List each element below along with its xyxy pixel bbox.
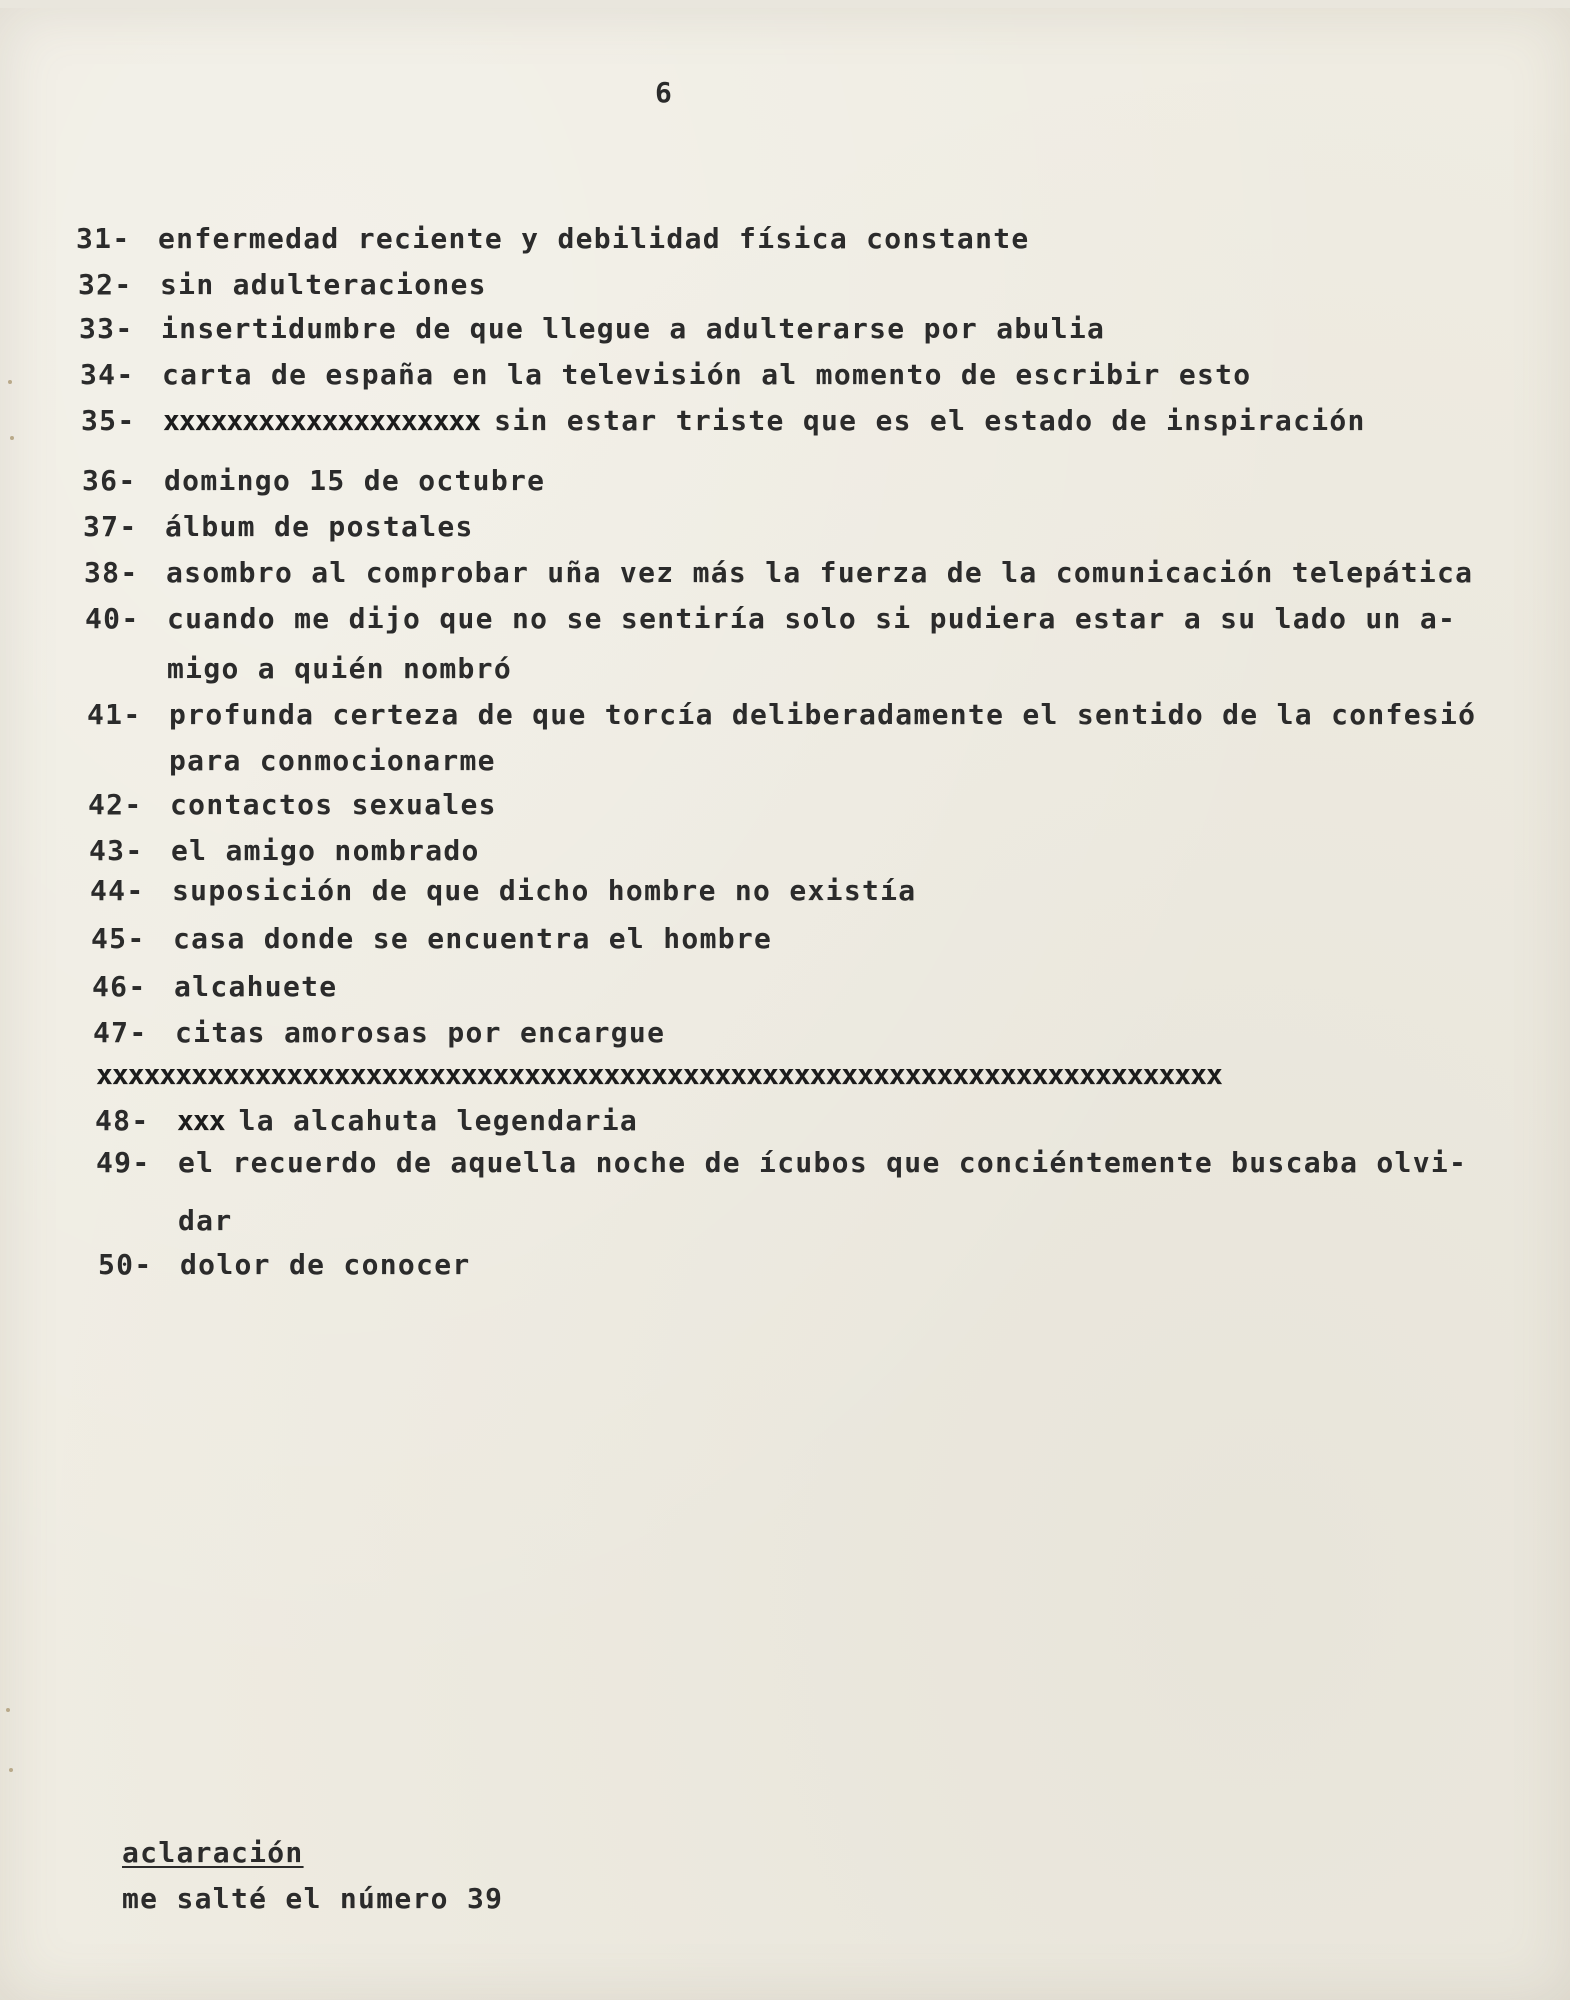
list-item	[95, 1104, 638, 1137]
item-text: contactos sexuales	[170, 788, 497, 821]
item-number: 38-	[84, 556, 139, 589]
list-item	[96, 1146, 1467, 1179]
list-item	[87, 698, 1476, 731]
item-text: profunda certeza de que torcía deliberadamente el sentido de la confesió	[169, 698, 1477, 731]
struck-out-text: xxx	[177, 1104, 225, 1137]
item-number: 49-	[96, 1146, 151, 1179]
item-text: sin estar triste que es el estado de inspiración	[494, 404, 1366, 437]
item-number: 33-	[79, 312, 134, 345]
item-text: el recuerdo de aquella noche de ícubos que conciéntemente buscaba olvi-	[178, 1146, 1468, 1179]
item-text: cuando me dijo que no se sentiría solo si pudiera estar a su lado un a-	[167, 602, 1457, 635]
struck-out-text: xxxxxxxxxxxxxxxxxxxx	[163, 404, 481, 437]
item-number: 44-	[90, 874, 145, 907]
item-number: 50-	[98, 1248, 153, 1281]
item-text: citas amorosas por encargue	[175, 1016, 666, 1049]
list-item	[82, 464, 545, 497]
item-number: 35-	[81, 404, 136, 437]
page-number: 6	[655, 76, 674, 109]
item-number: 40-	[85, 602, 140, 635]
item-text: para conmocionarme	[169, 744, 496, 777]
list-item	[76, 222, 1030, 255]
item-number: 45-	[91, 922, 146, 955]
list-item	[84, 556, 1473, 589]
item-text: la alcahuta legendaria	[238, 1104, 639, 1137]
list-item	[80, 358, 1251, 391]
item-text: dar	[178, 1204, 233, 1237]
paper-stain	[6, 1708, 10, 1712]
list-item	[91, 922, 772, 955]
list-item	[78, 268, 487, 301]
item-number: 42-	[88, 788, 143, 821]
note-heading: aclaración	[122, 1836, 304, 1869]
struck-out-line	[96, 1058, 1236, 1091]
list-item	[88, 788, 497, 821]
item-text: suposición de que dicho hombre no existía	[172, 874, 917, 907]
item-text: álbum de postales	[165, 510, 474, 543]
item-text: enfermedad reciente y debilidad física constante	[158, 222, 1030, 255]
note-text: me salté el número 39	[122, 1882, 504, 1915]
item-number: 37-	[83, 510, 138, 543]
item-number	[85, 652, 167, 685]
list-item	[98, 1248, 471, 1281]
item-number: 41-	[87, 698, 142, 731]
typewritten-page	[0, 8, 1570, 2000]
list-item-continuation	[96, 1204, 232, 1237]
list-item	[79, 312, 1105, 345]
list-item-continuation	[85, 652, 512, 685]
item-number: 31-	[76, 222, 131, 255]
item-text: asombro al comprobar uña vez más la fuerza de la comunicación telepática	[166, 556, 1474, 589]
list-item	[93, 1016, 665, 1049]
paper-stain	[9, 1768, 13, 1772]
item-text: carta de españa en la televisión al momento de escribir esto	[162, 358, 1252, 391]
list-item	[81, 404, 1366, 437]
list-item	[89, 834, 480, 867]
item-number	[96, 1204, 178, 1237]
item-number: 32-	[78, 268, 133, 301]
item-number: 48-	[95, 1104, 150, 1137]
item-text: insertidumbre de que llegue a adulterarse por abulia	[161, 312, 1106, 345]
struck-out-text: xxxxxxxxxxxxxxxxxxxxxxxxxxxxxxxxxxxxxxxxxxxxxxxxxxxxxxxxxxxxxxxxxxxxxxx	[96, 1058, 1222, 1091]
list-item-continuation	[87, 744, 496, 777]
item-text: alcahuete	[174, 970, 338, 1003]
list-item	[90, 874, 916, 907]
item-text: domingo 15 de octubre	[164, 464, 546, 497]
item-number	[87, 744, 169, 777]
paper-stain	[8, 380, 12, 384]
item-number: 34-	[80, 358, 135, 391]
item-text: casa donde se encuentra el hombre	[173, 922, 773, 955]
item-text: sin adulteraciones	[160, 268, 487, 301]
item-text: el amigo nombrado	[171, 834, 480, 867]
item-number: 47-	[93, 1016, 148, 1049]
paper-stain	[10, 436, 14, 440]
item-number: 43-	[89, 834, 144, 867]
item-number: 46-	[92, 970, 147, 1003]
item-text: migo a quién nombró	[167, 652, 512, 685]
item-number: 36-	[82, 464, 137, 497]
list-item	[92, 970, 337, 1003]
list-item	[85, 602, 1456, 635]
list-item	[83, 510, 474, 543]
item-text: dolor de conocer	[180, 1248, 471, 1281]
